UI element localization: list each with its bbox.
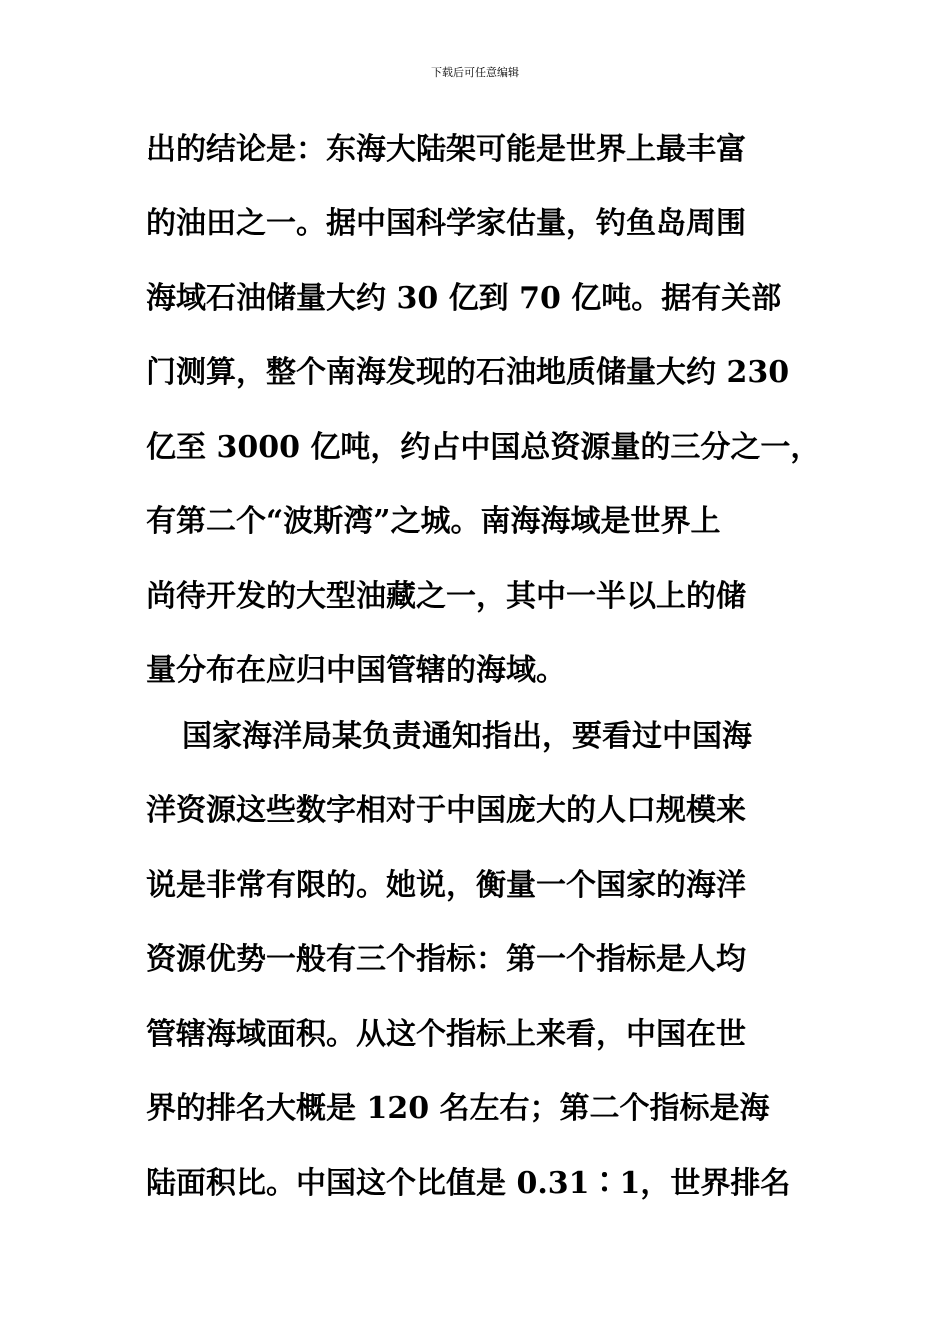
- page-header: 下载后可任意编辑: [431, 66, 519, 79]
- body-line: 资源优势一般有三个指标：第一个指标是人均: [146, 942, 746, 977]
- body-line: 尚待开发的大型油藏之一，其中一半以上的储: [146, 579, 746, 614]
- body-line: 的油田之一。据中国科学家估量，钓鱼岛周围: [146, 206, 746, 241]
- body-line: 量分布在应归中国管辖的海域。: [146, 653, 566, 688]
- body-line: 管辖海域面积。从这个指标上来看，中国在世: [146, 1017, 746, 1052]
- body-line: 门测算，整个南海发现的石油地质储量大约 230: [146, 355, 790, 390]
- body-line: 有第二个“波斯湾”之城。南海海域是世界上: [146, 504, 721, 539]
- body-line: 说是非常有限的。她说，衡量一个国家的海洋: [146, 868, 746, 903]
- body-line: 亿至 3000 亿吨，约占中国总资源量的三分之一，: [146, 430, 821, 465]
- body-line-paragraph-start: 国家海洋局某负责通知指出，要看过中国海: [182, 719, 752, 754]
- body-line: 界的排名大概是 120 名左右；第二个指标是海: [146, 1091, 770, 1126]
- body-line: 海域石油储量大约 30 亿到 70 亿吨。据有关部: [146, 281, 782, 316]
- body-line: 出的结论是：东海大陆架可能是世界上最丰富: [146, 132, 746, 167]
- body-line: 陆面积比。中国这个比值是 0.31∶1，世界排名: [146, 1166, 791, 1201]
- body-line: 洋资源这些数字相对于中国庞大的人口规模来: [146, 793, 746, 828]
